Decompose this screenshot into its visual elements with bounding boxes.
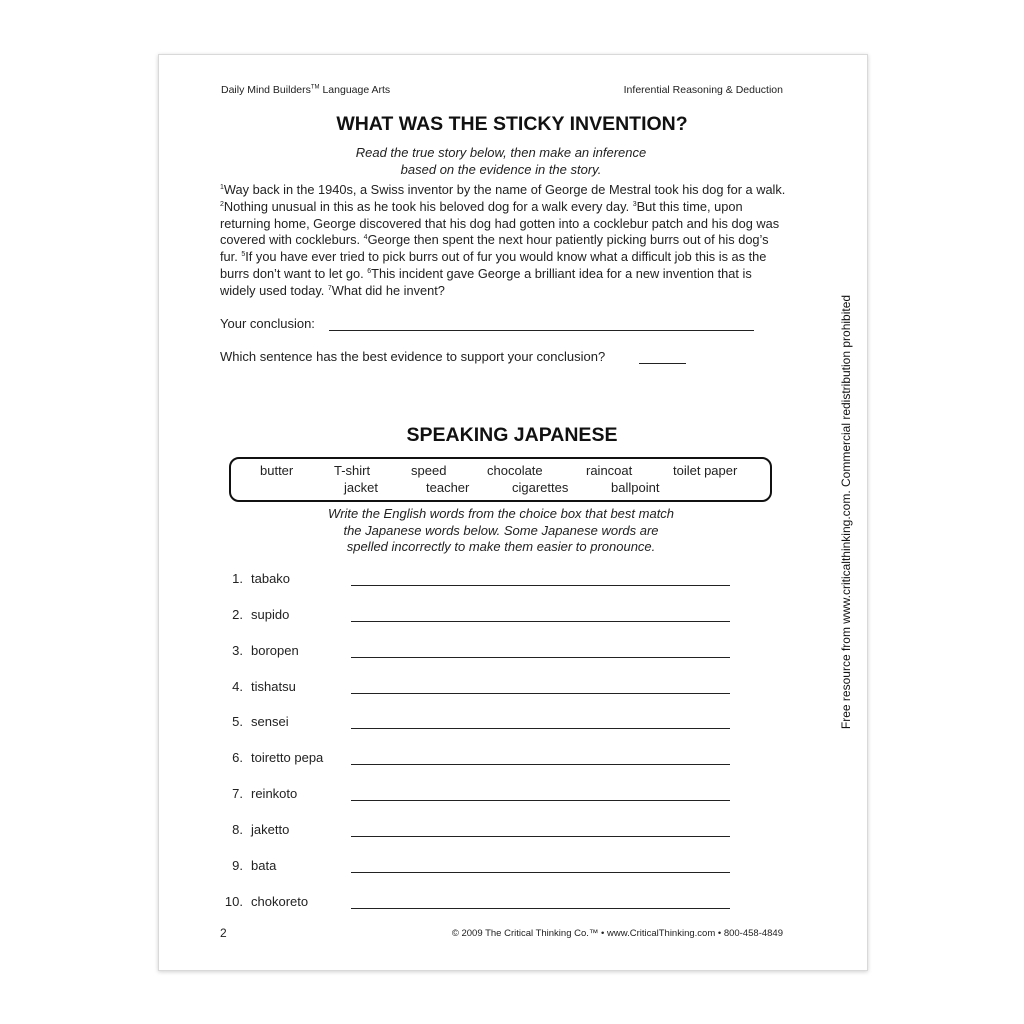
item-number: 9.	[232, 858, 243, 873]
section1-instructions: Read the true story below, then make an inference based on the evidence in the story.	[355, 145, 647, 177]
answer-line[interactable]	[351, 621, 730, 622]
item-number: 3.	[232, 643, 243, 658]
item-word: chokoreto	[251, 894, 309, 909]
choice-word: jacket	[344, 480, 378, 495]
side-notice: Free resource from www.criticalthinking.com. Commercial redistribution prohibited	[839, 294, 853, 730]
choice-word: toilet paper	[673, 463, 738, 478]
footer-copyright: © 2009 The Critical Thinking Co.™ • www.CriticalThinking.com • 800-458-4849	[451, 928, 783, 939]
item-word: toiretto pepa	[251, 750, 324, 765]
item-word: boropen	[251, 643, 299, 658]
item-word: sensei	[251, 714, 289, 729]
item-word: reinkoto	[251, 786, 298, 801]
answer-line[interactable]	[351, 728, 730, 729]
evidence-answer-line[interactable]	[639, 363, 686, 364]
item-number: 4.	[232, 679, 243, 694]
story-paragraph: $^1$Way back in the 1940s, a Swiss inventor by the name of George de Mestral took his dog for a walk. $^2$Nothing unusual in this as he took his beloved dog for a walk every day. $^3$But this time, upon returning home, George discovered that his dog had gotten into a cocklebur patch and his dog was covered with cockleburs. $^4$George then spent the next hour patiently picking burrs out of his dog’s fur. $^5$If you have ever tried to pick burrs out of fur you would know what a difficult job this is as the burrs don’t want to let go. $^6$This incident gave George a brilliant idea for a new invention that is widely used today. $^7$What did he invent?	[220, 182, 786, 298]
answer-line[interactable]	[351, 764, 730, 765]
item-word: jaketto	[251, 822, 290, 837]
item-number: 7.	[232, 786, 243, 801]
section1-title: WHAT WAS THE STICKY INVENTION?	[336, 113, 688, 135]
item-number: 5.	[232, 714, 243, 729]
answer-line[interactable]	[351, 657, 730, 658]
choice-word: chocolate	[487, 463, 543, 478]
header-right: Inferential Reasoning & Deduction	[623, 84, 783, 96]
header-left: Daily Mind Builders™ Language Arts	[221, 84, 391, 96]
item-number: 1.	[232, 571, 243, 586]
item-word: tishatsu	[251, 679, 296, 694]
answer-line[interactable]	[351, 836, 730, 837]
item-number: 10.	[224, 894, 243, 909]
choice-word: ballpoint	[611, 480, 660, 495]
item-word: bata	[251, 858, 277, 873]
conclusion-label: Your conclusion:	[220, 316, 315, 331]
evidence-question: Which sentence has the best evidence to support your conclusion?	[220, 349, 606, 364]
answer-line[interactable]	[351, 800, 730, 801]
answer-line[interactable]	[351, 585, 730, 586]
item-word: supido	[251, 607, 290, 622]
section2-title: SPEAKING JAPANESE	[406, 424, 618, 446]
choice-word: cigarettes	[512, 480, 569, 495]
section2-instructions: Write the English words from the choice box that best match the Japanese words below. Some Japanese words are spelled incorrectly to make them easier to pronounce.	[327, 506, 675, 554]
answer-line[interactable]	[351, 908, 730, 909]
item-number: 6.	[232, 750, 243, 765]
choice-word: teacher	[426, 480, 470, 495]
page-number: 2	[220, 926, 227, 940]
answer-line[interactable]	[351, 872, 730, 873]
conclusion-answer-line[interactable]	[329, 330, 754, 331]
item-word: tabako	[251, 571, 291, 586]
choice-word: butter	[260, 463, 294, 478]
choice-word: raincoat	[586, 463, 633, 478]
choice-word: speed	[411, 463, 447, 478]
choice-word: T-shirt	[334, 463, 371, 478]
item-number: 8.	[232, 822, 243, 837]
item-number: 2.	[232, 607, 243, 622]
answer-line[interactable]	[351, 693, 730, 694]
